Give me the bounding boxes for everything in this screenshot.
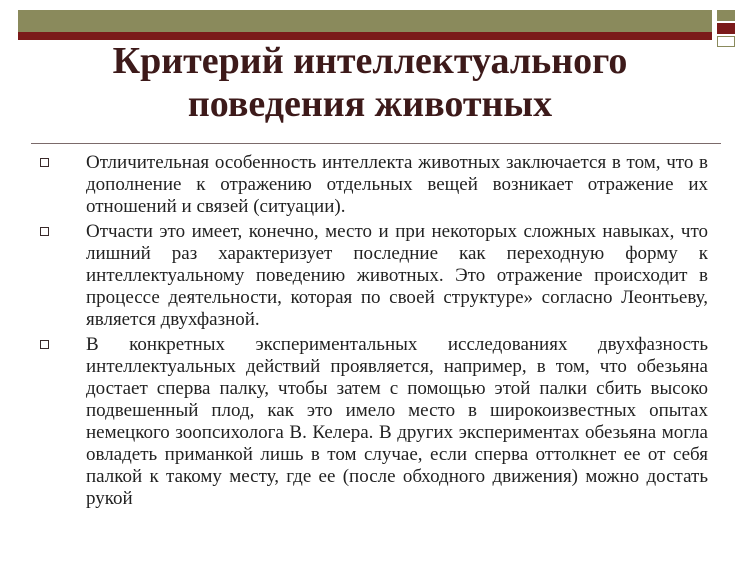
title-line-1: Критерий интеллектуального: [112, 40, 628, 82]
bullet-item: [40, 334, 708, 510]
bullet-item: [40, 221, 708, 331]
title-divider: [31, 143, 721, 144]
header-olive-bar: [18, 10, 712, 32]
header-maroon-stripe: [18, 32, 712, 40]
title-line-2: поведения животных: [187, 83, 553, 125]
hollow-square-icon: [40, 340, 49, 349]
bullet-text: Отличительная особенность интеллекта животных заключается в том, что в дополнение к отражению отдельных вещей возникает отражение их отношений и связей (ситуации).: [86, 152, 708, 217]
bullet-text: Отчасти это имеет, конечно, место и при некоторых сложных навыках, что лишний раз характеризует последние как переходную форму к интеллектуальному поведению животных. Это отражение происходит в процессе деятельности, которая по своей структуре» согласно Леонтьеву, является двухфазной.: [86, 221, 708, 330]
bullet-list: [40, 152, 708, 513]
corner-box-bottom: [717, 36, 735, 47]
hollow-square-icon: [40, 227, 49, 236]
bullet-item: [40, 152, 708, 218]
corner-box-top: [717, 10, 735, 21]
slide-title: [30, 40, 710, 126]
corner-box-middle: [717, 23, 735, 34]
stacked-boxes-icon: [714, 10, 736, 49]
hollow-square-icon: [40, 158, 49, 167]
bullet-text: В конкретных экспериментальных исследованиях двухфазность интеллектуальных действий проявляется, например, в том, что обезьяна достает сперва палку, чтобы затем с помощью этой палки сбить высоко подвешенный плод, как это имело место в широкоизвестных опытах немецкого зоопсихолога В. Келера. В других экспериментах обезьяна могла овладеть приманкой лишь в том случае, если сперва оттолкнет ее от себя палкой к такому месту, где ее (после обходного движения) можно достать рукой: [86, 334, 708, 509]
